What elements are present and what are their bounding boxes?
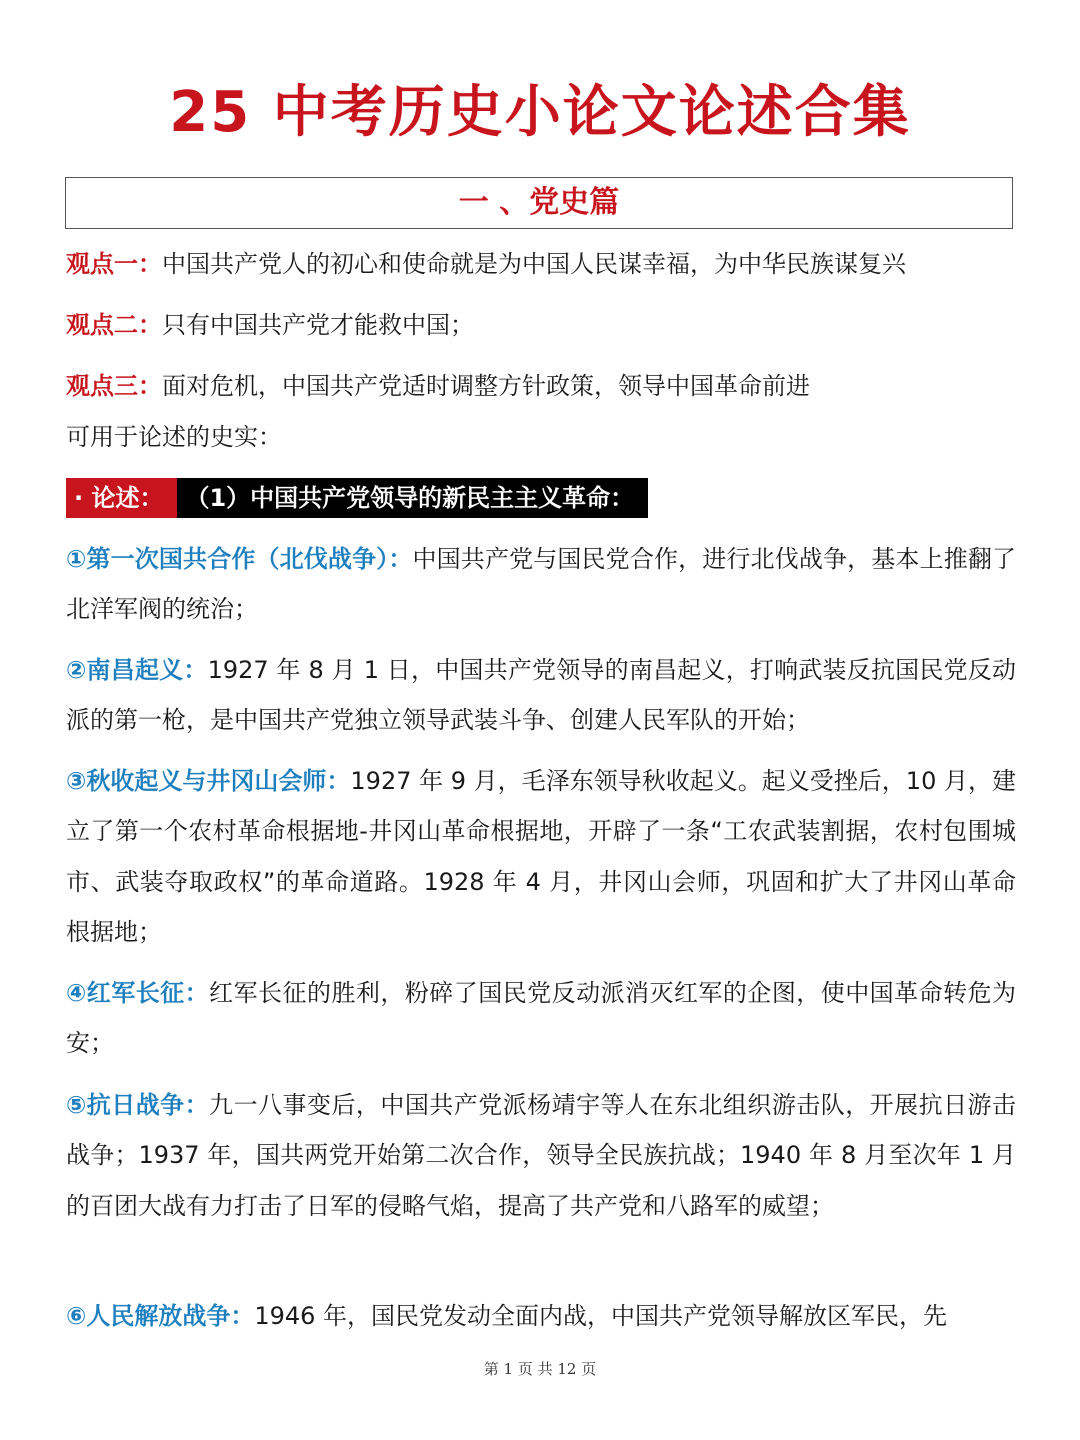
document-title: 25 中考历史小论文论述合集 bbox=[169, 80, 911, 145]
fact-item-text: 1927 年 8 月 1 日，中国共产党领导的南昌起义，打响武装反抗国民党反动派的第一枪，是中国共产党独立领导武装斗争、创建人民军队的开始； bbox=[66, 656, 1016, 735]
fact-item-label: ⑥人民解放战争： bbox=[66, 1302, 255, 1330]
fact-item-1 bbox=[66, 534, 1016, 635]
viewpoint-3 bbox=[66, 368, 810, 404]
viewpoint-1 bbox=[66, 246, 906, 282]
viewpoint-text: 只有中国共产党才能救中国； bbox=[162, 311, 474, 339]
page-number-footer: 第 1 页 共 12 页 bbox=[483, 1360, 597, 1378]
fact-item-text: 中国共产党与国民党合作，进行北伐战争，基本上推翻了北洋军阀的统治； bbox=[66, 545, 1017, 624]
fact-item-3 bbox=[66, 756, 1016, 958]
fact-item-2 bbox=[66, 645, 1016, 746]
viewpoint-text: 面对危机，中国共产党适时调整方针政策，领导中国革命前进 bbox=[162, 372, 810, 400]
viewpoint-2 bbox=[66, 307, 474, 343]
fact-item-text: 1946 年，国民党发动全面内战，中国共产党领导解放区军民，先 bbox=[254, 1302, 948, 1330]
fact-item-label: ③秋收起义与井冈山会师： bbox=[66, 767, 351, 795]
fact-item-text: 红军长征的胜利，粉碎了国民党反动派消灭红军的企图，使中国革命转危为安； bbox=[66, 979, 1017, 1058]
fact-item-label: ④红军长征： bbox=[66, 979, 210, 1007]
fact-item-label: ①第一次国共合作（北伐战争）： bbox=[66, 545, 413, 573]
facts-intro: 可用于论述的史实： bbox=[66, 423, 282, 451]
section-heading: 一 、党史篇 bbox=[65, 177, 1013, 229]
viewpoint-label: 观点二： bbox=[66, 311, 162, 339]
viewpoint-label: 观点一： bbox=[66, 250, 162, 278]
fact-item-text: 九一八事变后，中国共产党派杨靖宇等人在东北组织游击队，开展抗日游击战争；1937 年，国共两党开始第二次合作，领导全民族抗战；1940 年 8 月至次年 1 月的百团大战有力打击了日军的侵略气焰，提高了共产党和八路军的威望； bbox=[66, 1091, 1017, 1220]
fact-item-4 bbox=[66, 968, 1016, 1069]
viewpoint-label: 观点三： bbox=[66, 372, 162, 400]
fact-item-6 bbox=[66, 1291, 1016, 1341]
subsection-banner bbox=[66, 478, 648, 518]
viewpoint-text: 中国共产党人的初心和使命就是为中国人民谋幸福，为中华民族谋复兴 bbox=[162, 250, 906, 278]
fact-item-5 bbox=[66, 1080, 1016, 1231]
fact-item-label: ⑤抗日战争： bbox=[66, 1091, 210, 1119]
fact-item-text: 1927 年 9 月，毛泽东领导秋收起义。起义受挫后，10 月，建立了第一个农村革命根据地-井冈山革命根据地，开辟了一条“工农武装割据，农村包围城市、武装夺取政权”的革命道路。1928 年 4 月，井冈山会师，巩固和扩大了井冈山革命根据地； bbox=[66, 767, 1016, 947]
banner-label: · 论述： bbox=[66, 478, 177, 518]
banner-title: （1）中国共产党领导的新民主主义革命： bbox=[177, 478, 648, 518]
fact-item-label: ②南昌起义： bbox=[66, 656, 208, 684]
